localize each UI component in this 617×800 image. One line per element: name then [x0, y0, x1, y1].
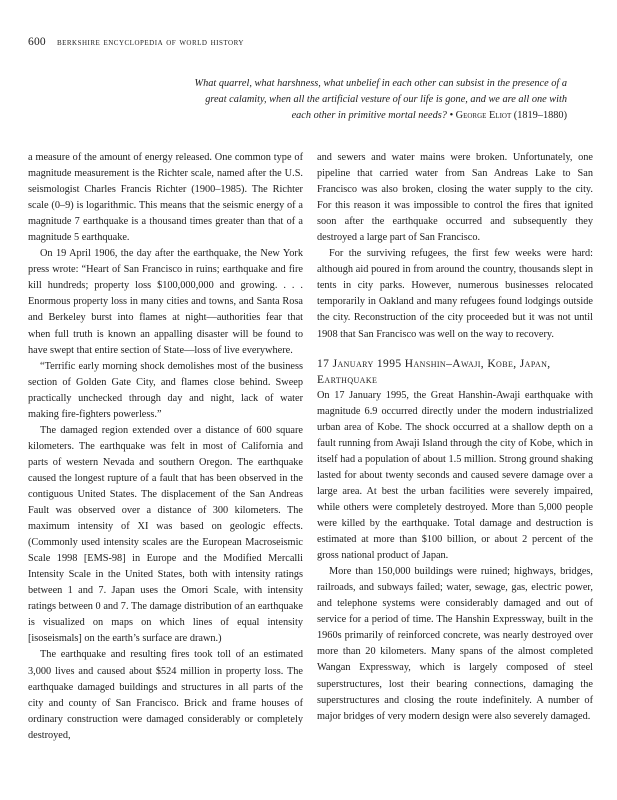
- paragraph: For the surviving refugees, the first few weeks were hard: although aid poured in from around the country, thousands slept in tents in city parks. However, numerous businesses relocated temporarily in Oakland and many refugees found lodgings outside the city. Reconstruction of the city proceeded but it was not until 1908 that San Francisco was well on the way to recovery.: [317, 248, 593, 340]
- paragraph: On 19 April 1906, the day after the earthquake, the New York press wrote: “Heart of San Francisco in ruins; earthquake and fire kill hundreds; property loss $100,000,000 and growing. . . . Enormous property loss in many cities and towns, and Santa Rosa and Berkeley burst into flames at night—authorities fear that when full truth is known an appalling disaster will be found to have swept that entire section of State—loss of live everywhere.: [28, 248, 303, 356]
- page-number: 600: [28, 36, 46, 48]
- paragraph: More than 150,000 buildings were ruined; highways, bridges, railroads, and subways failed; water, sewage, gas, electric power, and telephone systems were considerably damaged and out of service for a period of time. The Hanshin Expressway, built in the 1960s primarily of reinforced concrete, was nearly destroyed over more than 20 kilometers. Many spans of the almost completed Wangan Expressway, which is largely composed of steel superstructures, lost their bearing connections, damaging the superstructures and closing the route indefinitely. A number of major bridges of very modern design were also severely damaged.: [317, 566, 593, 722]
- left-column: [28, 150, 303, 744]
- paragraph: and sewers and water mains were broken. Unfortunately, one pipeline that carried water from San Andreas Lake to San Francisco was also broken, closing the water supply to the city. For this reason it was impossible to control the fires that ignited soon after the earthquake occurred and subsequently they destroyed a large part of San Francisco.: [317, 152, 593, 244]
- epigraph-attribution: George Eliot (1819–1880): [455, 110, 567, 122]
- epigraph-quote: What quarrel, what harshness, what unbelief in each other can subsist in the presence of a great calamity, when all the artificial vesture of our life is gone, and we are all one with each other in primitive mortal needs?: [194, 78, 567, 122]
- paragraph: “Terrific early morning shock demolishes most of the business section of Golden Gate City, and flames close behind. Sweep practically unchecked through day and night, lack of water making fire-fighters powerless.”: [28, 360, 303, 420]
- running-head: [28, 36, 244, 48]
- section-heading: 17 January 1995 Hanshin–Awaji, Kobe, Japan, Earthquake: [317, 357, 551, 386]
- epigraph: [187, 76, 567, 125]
- paragraph: The damaged region extended over a distance of 600 square kilometers. The earthquake was felt in most of California and parts of western Nevada and southern Oregon. The earthquake caused the longest rupture of a fault that has been observed in the contiguous United States. The displacement of the San Andreas Fault was observed over a distance of 300 kilometers. The maximum intensity of XI was based on geologic effects. (Commonly used intensity scales are the European Macroseismic Scale 1998 [EMS-98] in Europe and the Modified Mercalli Intensity Scale in the United States, both with intensity ratings between 1 and 7. Japan uses the Omori Scale, with intensity ratings between 0 and 7. The damage distribution of an earthquake is visualized on maps on which lines of equal intensity [isoseismals] on the earth’s surface are drawn.): [28, 424, 303, 645]
- book-title: berkshire encyclopedia of world history: [56, 37, 244, 48]
- right-column: [317, 150, 593, 725]
- paragraph: The earthquake and resulting fires took toll of an estimated 3,000 lives and caused about $524 million in property loss. The earthquake damaged buildings and structures in all parts of the city and county of San Francisco. Brick and frame houses of ordinary construction were damaged considerably or completely destroyed,: [28, 649, 303, 741]
- epigraph-separator: •: [449, 110, 454, 122]
- paragraph: On 17 January 1995, the Great Hanshin-Awaji earthquake with magnitude 6.9 occurred directly under the modern industrialized urban area of Kobe. The shock occurred at a shallow depth on a fault running from Awaji Island through the city of Kobe, which in itself had a population of about 1.5 million. Strong ground shaking lasted for about twenty seconds and caused severe damage over a large area. At best the urban facilities were severely impaired, while others were completely destroyed. More than 5,000 people were killed by the earthquake. Total damage and destruction is estimated at more than $100 billion, or about 2 percent of the gross national product of Japan.: [317, 389, 593, 562]
- paragraph: a measure of the amount of energy released. One common type of magnitude measurement is the Richter scale, named after the U.S. seismologist Charles Francis Richter (1900–1985). The Richter scale (0–9) is logarithmic. This means that the seismic energy of a magnitude 7 earthquake is a thousand times greater than that of a magnitude 5 earthquake.: [28, 152, 303, 244]
